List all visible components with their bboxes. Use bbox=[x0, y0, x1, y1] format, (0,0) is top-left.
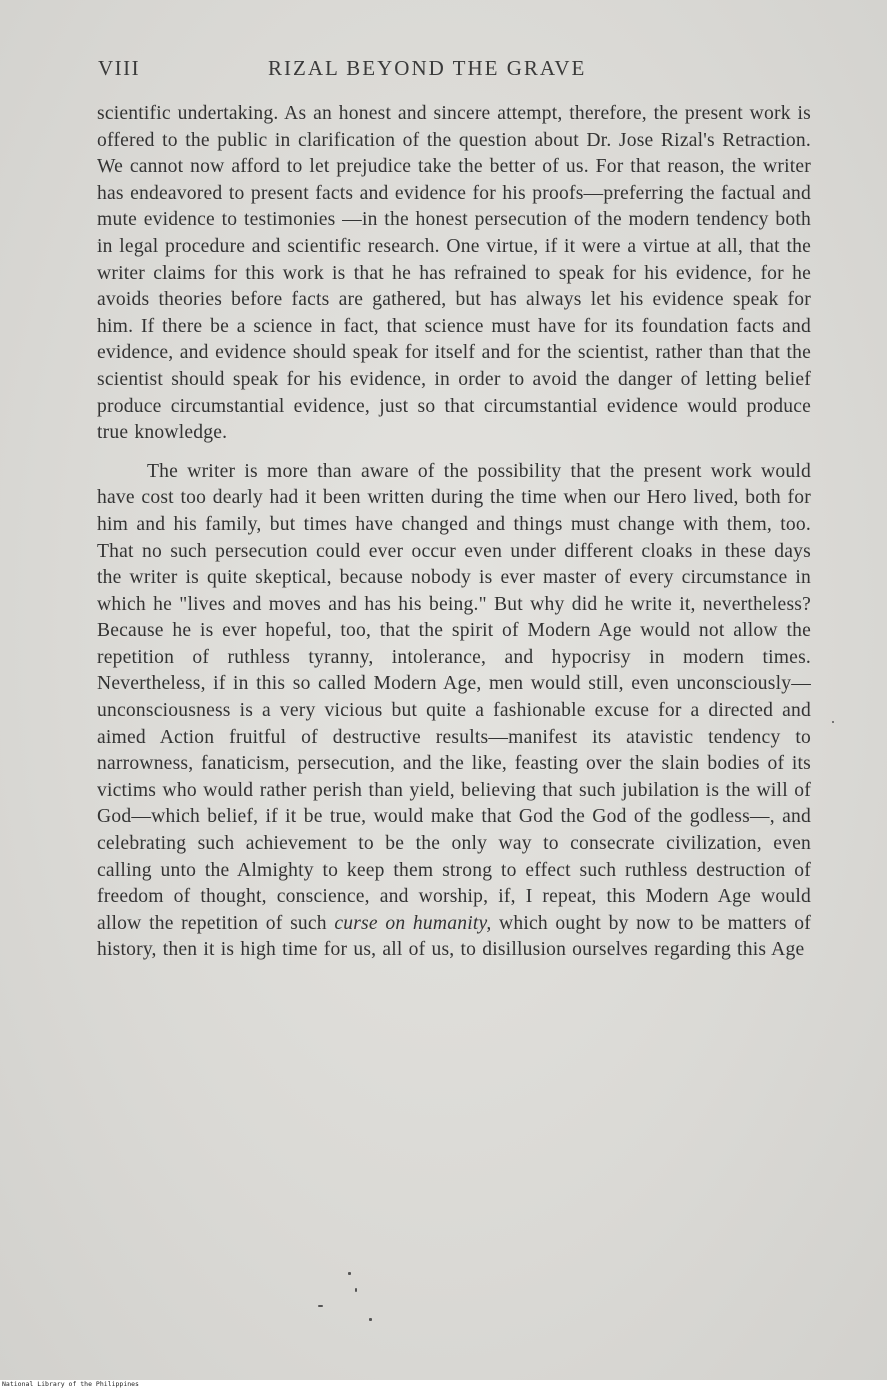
paragraph-1: scientific undertaking. As an honest and sincere attempt, therefore, the present work is offered to the public in clarification of the question about Dr. Jose Rizal's Retraction. We cannot now afford to let prejudice take the better of us. For that reason, the writer has endeavored to present facts and evidence for his proofs—preferring the factual and mute evidence to testimonies —in the honest persecution of the modern tendency both in legal procedure and scientific research. One virtue, if it were a virtue at all, that the writer claims for this work is that he has refrained to speak for his evidence, for he avoids theories before facts are gathered, but has always let his evidence speak for him. If there be a science in fact, that science must have for its foundation facts and evidence, and evidence should speak for itself and for the scientist, rather than that the scientist should speak for his evidence, in order to avoid the danger of letting belief produce circumstantial evidence, just so that circumstantial evidence would produce true knowledge. bbox=[97, 103, 811, 444]
body-text bbox=[97, 101, 811, 964]
paragraph-2-text: The writer is more than aware of the possibility that the present work would have cost too dearly had it been written during the time when our Hero lived, both for him and his family, but times have changed and things must change with them, too. That no such persecution could ever occur even under different cloaks in these days the writer is quite skeptical, because nobody is ever master of every circumstance in which he "lives and moves and has his being." But why did he write it, nevertheless? Because he is ever hopeful, too, that the spirit of Modern Age would not allow the repetition of ruthless tyranny, intolerance, and hypocrisy in modern times. Nevertheless, if in this so called Modern Age, men would still, even unconsciously—unconsciousness is a very vicious but quite a fashionable excuse for a directed and aimed Action fruitful of destructive results—manifest its atavistic tendency to narrowness, fanaticism, persecution, and the like, feasting over the slain bodies of its victims who would rather perish than yield, believing that such jubilation is the will of God—which belief, if it be true, would make that God the God of the godless—, and celebrating such achievement to be the only way to consecrate civilization, even calling unto the Almighty to keep them strong to effect such ruthless destruction of freedom of thought, conscience, and worship, if, I repeat, this Modern Age would allow the repetition of such bbox=[97, 460, 811, 934]
scan-speck bbox=[348, 1272, 351, 1275]
page-header bbox=[98, 56, 798, 86]
running-title: RIZAL BEYOND THE GRAVE bbox=[268, 56, 587, 80]
library-credit: National Library of the Philippines bbox=[2, 1380, 139, 1388]
scan-speck bbox=[832, 721, 834, 723]
paragraph-2 bbox=[97, 459, 811, 964]
scan-speck bbox=[318, 1305, 323, 1307]
paragraph-2-tail: which ought by now to be matters of history, then it is high time for us, all of us, to disillusion ourselves regarding this Age bbox=[97, 912, 811, 961]
scan-speck bbox=[355, 1288, 357, 1292]
italic-phrase: curse on humanity, bbox=[334, 912, 492, 934]
page-number: VIII bbox=[98, 56, 141, 80]
footer-strip bbox=[0, 1380, 887, 1388]
scan-speck bbox=[369, 1318, 372, 1321]
